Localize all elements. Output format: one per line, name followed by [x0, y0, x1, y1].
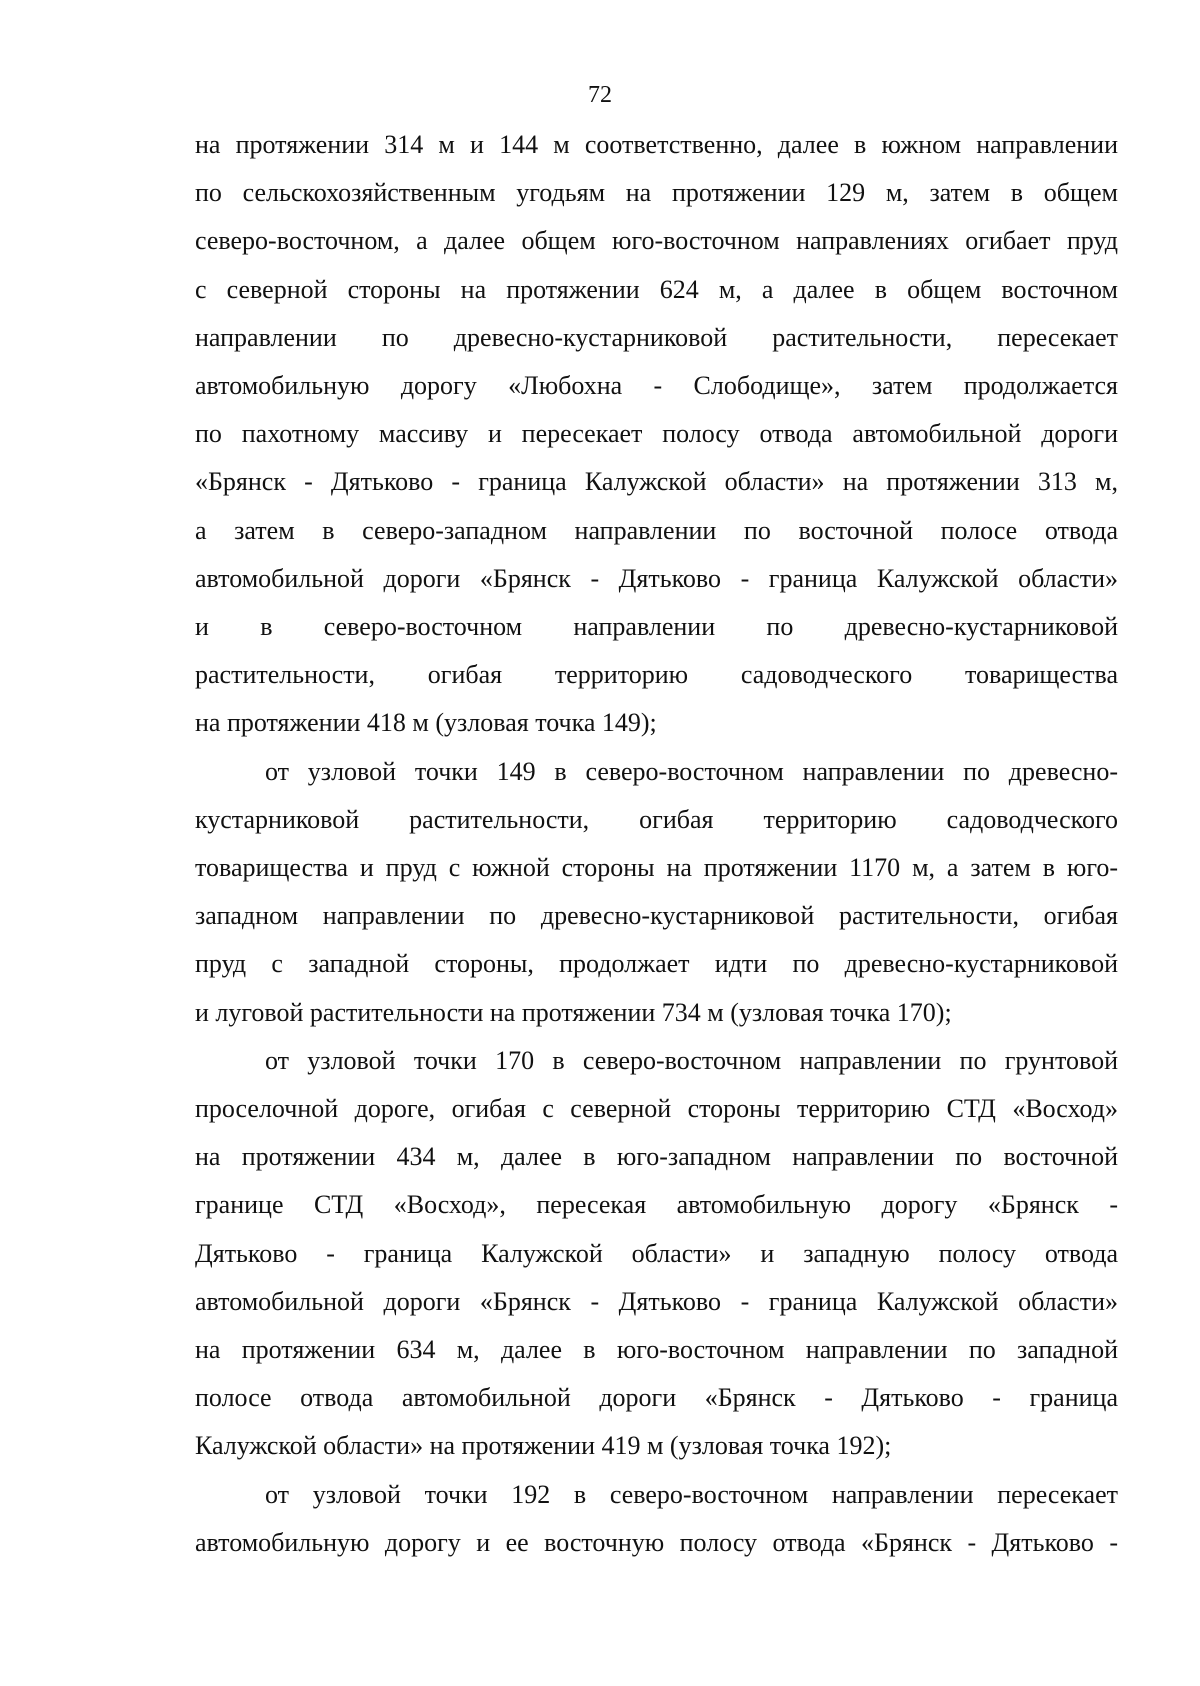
text-line: по пахотному массиву и пересекает полосу отвода автомобильной дороги	[195, 419, 1118, 449]
text-line: от узловой точки 170 в северо-восточном направлении по грунтовой	[265, 1045, 1118, 1075]
text-line: товарищества и пруд с южной стороны на протяжении 1170 м, а затем в юго-	[195, 853, 1118, 883]
text-line: автомобильную дорогу и ее восточную полосу отвода «Брянск - Дятьково -	[195, 1527, 1118, 1557]
text-line: проселочной дороге, огибая с северной стороны территорию СТД «Восход»	[195, 1094, 1118, 1124]
text-line: Калужской области» на протяжении 419 м (узловая точка 192);	[195, 1431, 892, 1461]
text-line: «Брянск - Дятьково - граница Калужской области» на протяжении 313 м,	[195, 467, 1118, 497]
paragraph-4	[195, 1471, 1118, 1567]
paragraph-1	[195, 121, 1118, 748]
text-line: пруд с западной стороны, продолжает идти по древесно-кустарниковой	[195, 949, 1118, 979]
text-line: на протяжении 634 м, далее в юго-восточном направлении по западной	[195, 1335, 1118, 1365]
paragraph-3	[195, 1037, 1118, 1471]
text-line: автомобильной дороги «Брянск - Дятьково - граница Калужской области»	[195, 1286, 1118, 1316]
text-line: на протяжении 418 м (узловая точка 149);	[195, 708, 657, 738]
text-line: и в северо-восточном направлении по древесно-кустарниковой	[195, 612, 1118, 642]
text-line: кустарниковой растительности, огибая территорию садоводческого	[195, 804, 1118, 834]
text-line: северо-восточном, а далее общем юго-восточном направлениях огибает пруд	[195, 226, 1118, 256]
text-line: и луговой растительности на протяжении 734 м (узловая точка 170);	[195, 997, 952, 1027]
text-line: автомобильной дороги «Брянск - Дятьково - граница Калужской области»	[195, 563, 1118, 593]
text-line: границе СТД «Восход», пересекая автомобильную дорогу «Брянск -	[195, 1190, 1118, 1220]
text-line: по сельскохозяйственным угодьям на протяжении 129 м, затем в общем	[195, 178, 1118, 208]
text-line: на протяжении 434 м, далее в юго-западном направлении по восточной	[195, 1142, 1118, 1172]
text-line: автомобильную дорогу «Любохна - Слободище», затем продолжается	[195, 371, 1118, 401]
text-line: западном направлении по древесно-кустарниковой растительности, огибая	[195, 901, 1118, 931]
text-line: на протяжении 314 м и 144 м соответственно, далее в южном направлении	[195, 130, 1118, 159]
text-line: направлении по древесно-кустарниковой растительности, пересекает	[195, 322, 1118, 352]
document-body	[195, 121, 1118, 1567]
text-line: а затем в северо-западном направлении по восточной полосе отвода	[195, 515, 1118, 545]
paragraph-2	[195, 748, 1118, 1037]
text-line: Дятьково - граница Калужской области» и западную полосу отвода	[195, 1238, 1118, 1268]
text-line: с северной стороны на протяжении 624 м, а далее в общем восточном	[195, 274, 1118, 304]
page-number: 72	[588, 82, 612, 108]
text-line: от узловой точки 192 в северо-восточном направлении пересекает	[265, 1479, 1118, 1509]
text-line: растительности, огибая территорию садоводческого товарищества	[195, 660, 1118, 690]
text-line: полосе отвода автомобильной дороги «Брянск - Дятьково - граница	[195, 1383, 1118, 1413]
text-line: от узловой точки 149 в северо-восточном направлении по древесно-	[265, 756, 1118, 786]
